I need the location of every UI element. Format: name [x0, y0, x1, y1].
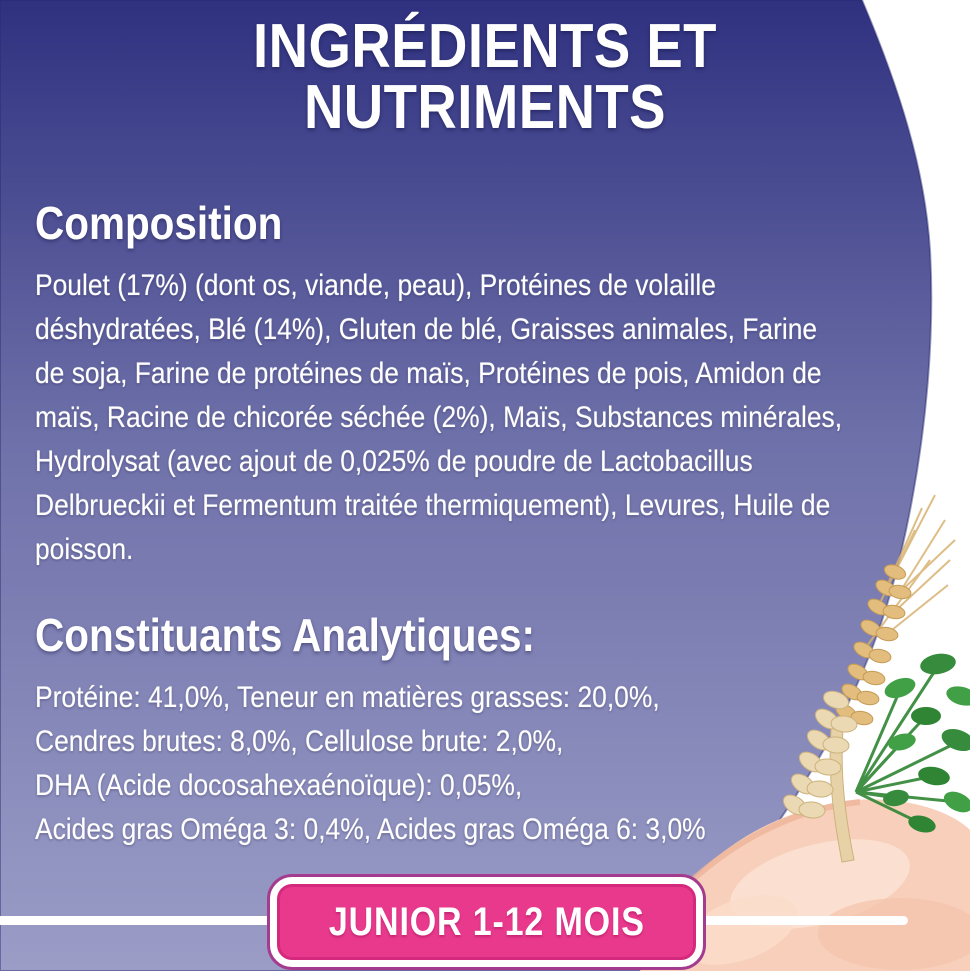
analytical-constituents-text — [35, 676, 706, 852]
composition-line: poisson. — [35, 533, 134, 566]
composition-line: Hydrolysat (avec ajout de 0,025% de poudre de Lactobacillus — [35, 445, 753, 478]
analytical-constituents-heading: Constituants Analytiques: — [35, 609, 536, 661]
composition-line: Poulet (17%) (dont os, viande, peau), Protéines de volaille — [35, 269, 716, 302]
composition-line: déshydratées, Blé (14%), Gluten de blé, Graisses animales, Farine — [35, 313, 818, 346]
page-title-line1: INGRÉDIENTS ET — [253, 12, 717, 81]
page-title-line2: NUTRIMENTS — [303, 73, 667, 142]
analytical-line: Cendres brutes: 8,0%, Cellulose brute: 2,0%, — [35, 725, 564, 758]
page-title — [58, 12, 912, 142]
composition-heading: Composition — [35, 197, 283, 249]
junior-age-badge-label: JUNIOR 1-12 MOIS — [328, 899, 645, 944]
composition-line: Delbrueckii et Fermentum traitée thermiquement), Levures, Huile de — [35, 489, 831, 522]
analytical-line: Protéine: 41,0%, Teneur en matières grasses: 20,0%, — [35, 681, 660, 714]
composition-text — [35, 264, 842, 572]
composition-line: maïs, Racine de chicorée séchée (2%), Maïs, Substances minérales, — [35, 401, 843, 434]
junior-age-badge — [270, 877, 703, 967]
composition-line: de soja, Farine de protéines de maïs, Protéines de pois, Amidon de — [35, 357, 822, 390]
analytical-line: DHA (Acide docosahexaénoïque): 0,05%, — [35, 769, 523, 802]
analytical-line: Acides gras Oméga 3: 0,4%, Acides gras Oméga 6: 3,0% — [35, 813, 706, 846]
